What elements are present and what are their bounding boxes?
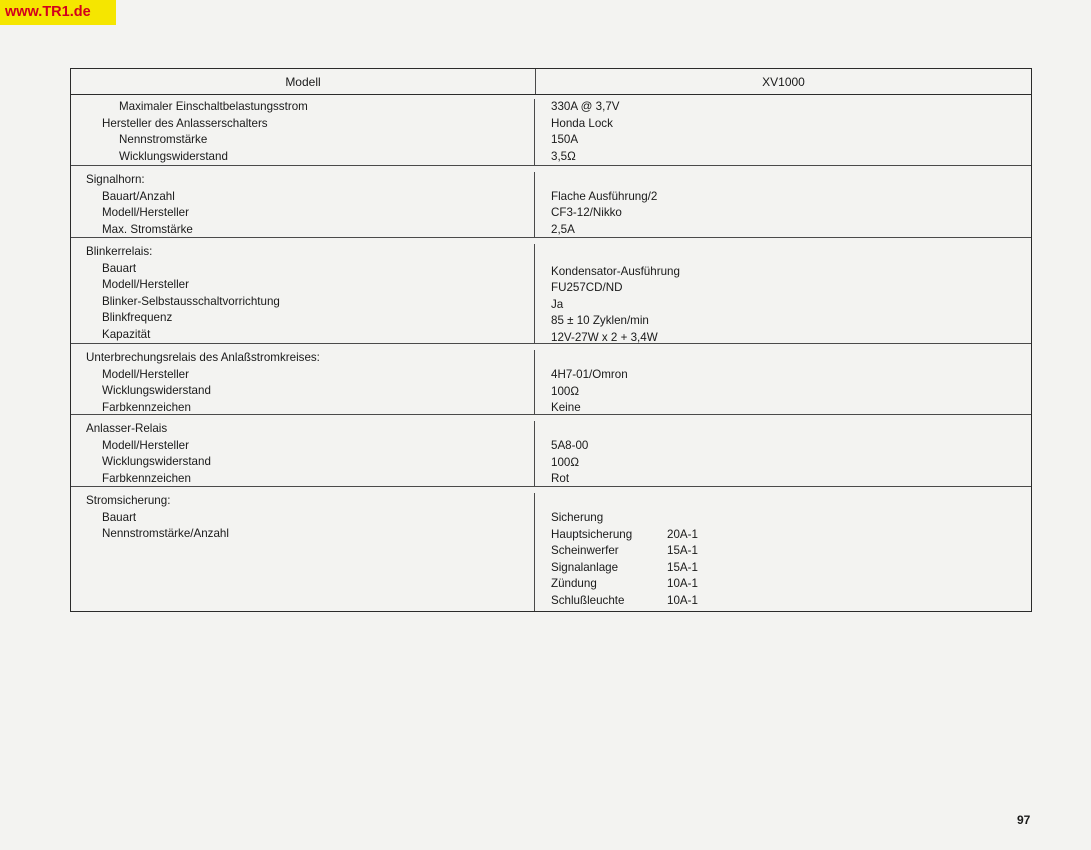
value-horn-type: Flache Ausführung/2 <box>551 189 658 203</box>
value-flasher-autocancel: Ja <box>551 297 564 311</box>
label-starter-relay-model: Modell/Hersteller <box>102 438 189 452</box>
fuse-value: 10A-1 <box>667 593 698 607</box>
label-cutoff-color: Farbkennzeichen <box>102 400 191 414</box>
spec-table <box>70 68 1032 612</box>
section-horn <box>71 166 1031 238</box>
label-flasher-type: Bauart <box>102 261 137 275</box>
section-starter-relay <box>71 415 1031 487</box>
label-flasher-capacity: Kapazität <box>102 327 151 341</box>
value-starter-relay-winding: 100Ω <box>551 455 580 469</box>
fuse-name: Schlußleuchte <box>551 593 625 607</box>
value-fuse-type: Sicherung <box>551 511 604 524</box>
section-flasher-relay <box>71 238 1031 344</box>
label-starter-relay-winding: Wicklungswiderstand <box>102 455 211 469</box>
fuse-value: 20A-1 <box>667 527 698 541</box>
section-title-flasher: Blinkerrelais: <box>86 245 153 258</box>
value-flasher-model: FU257CD/ND <box>551 281 623 295</box>
fuse-row <box>551 527 1031 544</box>
watermark-logo: www.TR1.de <box>0 0 116 25</box>
value-winding-resistance: 3,5Ω <box>551 149 576 163</box>
label-max-current: Maximaler Einschaltbelastungsstrom <box>119 100 308 113</box>
value-rated-current: 150A <box>551 133 579 147</box>
label-flasher-frequency: Blinkfrequenz <box>102 311 173 325</box>
label-horn-model: Modell/Hersteller <box>102 206 189 220</box>
value-flasher-capacity: 12V-27W x 2 + 3,4W <box>551 330 658 344</box>
label-rated-current: Nennstromstärke <box>119 133 208 147</box>
label-flasher-model: Modell/Hersteller <box>102 278 189 292</box>
label-flasher-autocancel: Blinker-Selbstausschaltvorrichtung <box>102 294 280 308</box>
label-cutoff-winding: Wicklungswiderstand <box>102 384 211 398</box>
label-horn-current: Max. Stromstärke <box>102 222 193 236</box>
value-flasher-frequency: 85 ± 10 Zyklen/min <box>551 314 649 328</box>
label-starter-relay-color: Farbkennzeichen <box>102 471 191 485</box>
table-header <box>71 69 1031 95</box>
label-switch-manufacturer: Hersteller des Anlasserschalters <box>102 116 268 130</box>
label-fuse-type: Bauart <box>102 510 137 524</box>
value-switch-manufacturer: Honda Lock <box>551 116 613 130</box>
section-starter-switch <box>71 95 1031 166</box>
label-cutoff-model: Modell/Hersteller <box>102 367 189 381</box>
section-title-horn: Signalhorn: <box>86 173 145 186</box>
value-starter-relay-model: 5A8-00 <box>551 439 589 452</box>
fuse-row <box>551 593 1031 610</box>
value-cutoff-model: 4H7-01/Omron <box>551 368 628 381</box>
fuse-name: Zündung <box>551 577 597 591</box>
value-cutoff-color: Keine <box>551 401 581 415</box>
section-fuses <box>71 487 1031 611</box>
fuse-value: 15A-1 <box>667 560 698 574</box>
section-title-starter-relay: Anlasser-Relais <box>86 422 168 435</box>
fuse-row <box>551 560 1031 577</box>
label-fuse-rating: Nennstromstärke/Anzahl <box>102 527 229 541</box>
fuse-row <box>551 576 1031 593</box>
fuse-name: Scheinwerfer <box>551 544 619 558</box>
fuse-value: 10A-1 <box>667 577 698 591</box>
value-horn-current: 2,5A <box>551 222 575 236</box>
section-title-fuses: Stromsicherung: <box>86 494 171 507</box>
label-horn-type: Bauart/Anzahl <box>102 189 175 203</box>
value-max-current: 330A @ 3,7V <box>551 100 620 113</box>
section-cutoff-relay <box>71 344 1031 415</box>
fuse-value: 15A-1 <box>667 544 698 558</box>
fuse-row <box>551 543 1031 560</box>
page-number: 97 <box>1017 813 1031 827</box>
label-winding-resistance: Wicklungswiderstand <box>119 149 228 163</box>
value-horn-model: CF3-12/Nikko <box>551 206 622 220</box>
value-cutoff-winding: 100Ω <box>551 384 580 398</box>
value-starter-relay-color: Rot <box>551 472 570 486</box>
fuse-name: Hauptsicherung <box>551 527 633 541</box>
section-title-cutoff: Unterbrechungsrelais des Anlaßstromkreises: <box>86 351 320 364</box>
header-model-label: Modell <box>71 69 536 94</box>
header-model-value: XV1000 <box>762 74 805 89</box>
value-flasher-type: Kondensator-Ausführung <box>551 264 680 278</box>
fuse-name: Signalanlage <box>551 560 619 574</box>
